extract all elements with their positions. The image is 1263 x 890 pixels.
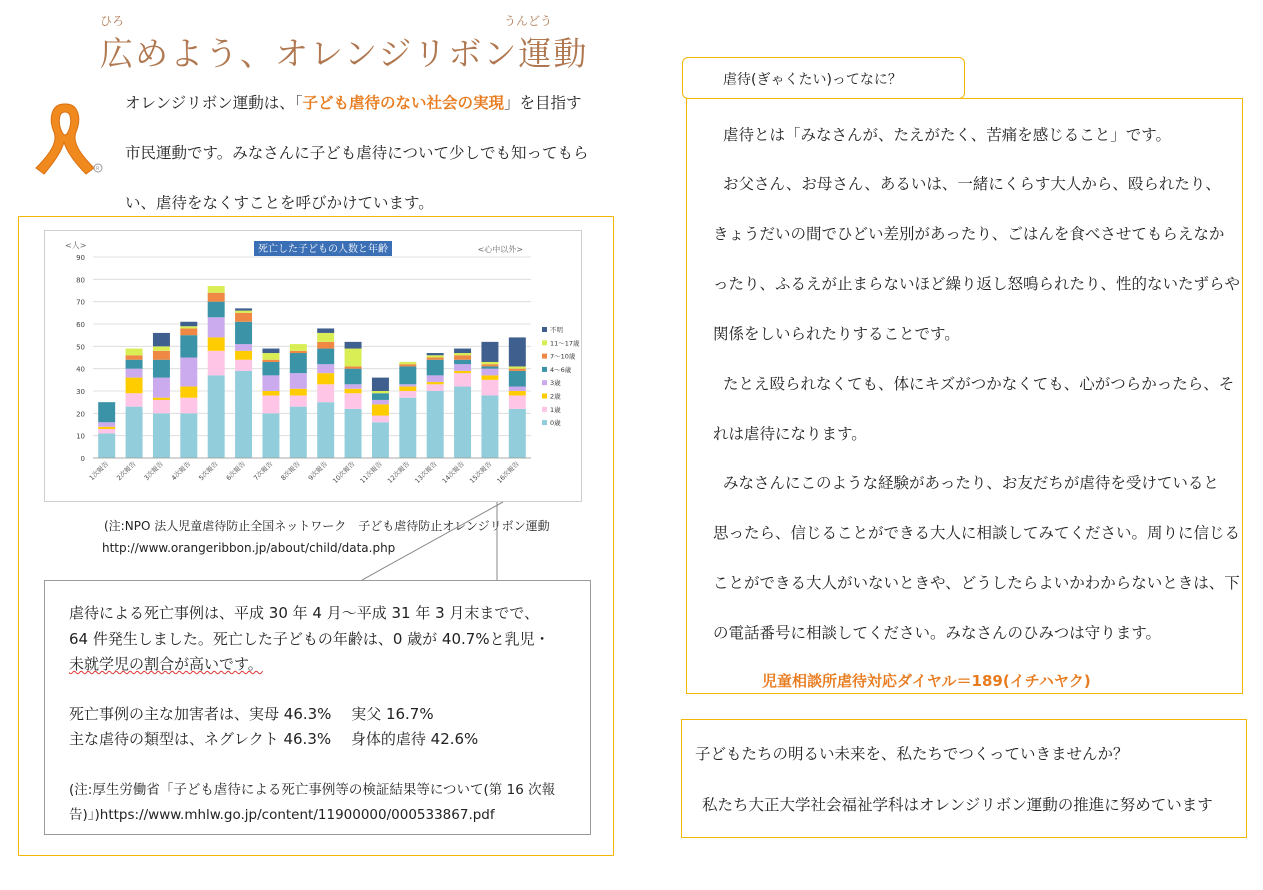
closing-line-1: 子どもたちの明るい未来を、私たちでつくっていきませんか？ [695, 745, 1129, 763]
y-tick-label: 40 [76, 365, 85, 374]
chart-source-url[interactable]: http://www.orangeribbon.jp/about/child/data.php [102, 541, 396, 555]
chart-title: 死亡した子どもの人数と年齢 [258, 244, 388, 255]
what-is-heading: 虐待(ぎゃくたい)ってなに？ [723, 72, 902, 88]
closing-line-2: 私たち大正大学社会福祉学科はオレンジリボン運動の推進に努めています [702, 796, 1213, 814]
y-tick-label: 20 [76, 410, 85, 419]
y-tick-label: 80 [76, 276, 85, 285]
y-tick-label: 30 [76, 388, 85, 396]
legend-label: 1歳 [550, 405, 561, 414]
title-ruby-undou: うんどう [504, 14, 553, 28]
y-tick-label: 70 [76, 298, 85, 307]
stats-p1-line2: 64 件発生しました。死亡した子どもの年齢は、0 歳が 40.7%と乳児・ [69, 630, 550, 648]
y-tick-label: 0 [80, 455, 85, 463]
stats-p1-line3: 未就学児の割合が高いです。 [69, 655, 263, 673]
what-is-line: みなさんにこのような経験があったり、お友だちが虐待を受けていると [723, 474, 1219, 492]
x-tick-label: 9次報告 [306, 459, 330, 483]
y-tick-label: 10 [76, 432, 85, 441]
what-is-line: お父さん、お母さん、あるいは、一緒にくらす大人から、殴られたり、 [723, 175, 1221, 193]
y-tick-label: 60 [76, 321, 85, 329]
svg-text:R: R [96, 166, 100, 172]
legend-label: 11〜17歳 [550, 339, 580, 348]
chart-source-note: (注:NPO 法人児童虐待防止全国ネットワーク 子ども虐待防止オレンジリボン運動 [104, 519, 550, 533]
legend-label: 2歳 [550, 392, 561, 401]
x-tick-label: 2次報告 [115, 459, 138, 483]
x-tick-label: 7次報告 [251, 459, 275, 483]
intro-line-3: い、虐待をなくすことを呼びかけています。 [125, 194, 434, 212]
legend-label: 不明 [550, 326, 563, 334]
stats-p1-line1: 虐待による死亡事例は、平成 30 年 4 月〜平成 31 年 3 月末までで、 [69, 604, 540, 622]
legend-label: 7〜10歳 [550, 352, 576, 361]
x-tick-label: 3次報告 [142, 459, 165, 483]
x-tick-label: 8次報告 [279, 459, 302, 483]
x-tick-label: 5次報告 [197, 459, 220, 483]
intro-line-2: 市民運動です。みなさんに子ども虐待について少しでも知ってもら [125, 144, 589, 162]
x-tick-label: 10次報告 [331, 459, 357, 486]
what-is-line: ったり、ふるえが止まらないほど繰り返し怒鳴られたり、性的ないたずらや [713, 275, 1241, 293]
x-tick-label: 16次報告 [495, 459, 521, 486]
chart-scope-label: <心中以外> [477, 245, 523, 254]
what-is-line: ことができる大人がいないときや、どうしたらよいかわからないときは、下 [713, 574, 1240, 592]
what-is-line: きょうだいの間でひどい差別があったり、ごはんを食べさせてもらえなか [713, 225, 1225, 243]
what-is-tab [682, 57, 965, 99]
what-is-line: たとえ殴られなくても、体にキズがつかなくても、心がつらかったら、そ [723, 375, 1235, 393]
x-tick-label: 12次報告 [385, 459, 412, 486]
x-tick-label: 6次報告 [224, 459, 247, 483]
x-tick-label: 13次報告 [413, 459, 439, 486]
intro-text: 」を目指す [504, 94, 582, 112]
stats-box [44, 580, 591, 835]
x-tick-label: 14次報告 [440, 459, 466, 486]
stats-note-line1: (注:厚生労働省「子ども虐待による死亡事例等の検証結果等について(第 16 次報 [69, 782, 556, 798]
what-is-line: の電話番号に相談してください。みなさんのひみつは守ります。 [713, 624, 1161, 642]
x-tick-label: 4次報告 [169, 459, 193, 483]
legend-label: 0歳 [550, 419, 561, 428]
x-tick-label: 11次報告 [358, 459, 384, 486]
y-tick-label: 90 [76, 254, 85, 262]
intro-highlight: 子ども虐待のない社会の実現 [302, 94, 504, 112]
intro-text: オレンジリボン運動は、「 [125, 94, 303, 112]
hotline-number: 児童相談所虐待対応ダイヤル＝189(イチハヤク) [762, 672, 1091, 690]
what-is-line: 関係をしいられたりすることです。 [713, 325, 960, 343]
x-tick-label: 15次報告 [468, 459, 494, 486]
stats-p2-line1: 死亡事例の主な加害者は、実母 46.3% 実父 16.7% [69, 705, 434, 723]
page-title: 広めよう、オレンジリボン運動 [100, 34, 589, 73]
chart-unit-label: <人> [65, 241, 87, 250]
legend-label: 3歳 [550, 379, 561, 388]
legend-label: 4〜6歳 [550, 365, 572, 374]
x-tick-label: 1次報告 [87, 459, 111, 483]
title-ruby-hiro: ひろ [100, 14, 125, 28]
what-is-line: 思ったら、信じることができる大人に相談してみてください。周りに信じる [713, 524, 1241, 542]
what-is-line: 虐待とは「みなさんが、たえがたく、苦痛を感じること」です。 [723, 126, 1171, 144]
what-is-line: れは虐待になります。 [713, 425, 867, 443]
y-tick-label: 50 [76, 343, 85, 352]
stats-p2-line2: 主な虐待の類型は、ネグレクト 46.3% 身体的虐待 42.6% [69, 730, 479, 748]
closing-box [681, 719, 1247, 838]
stats-note-line2: 告)」)https://www.mhlw.go.jp/content/11900000/000533867.pdf [69, 807, 495, 823]
